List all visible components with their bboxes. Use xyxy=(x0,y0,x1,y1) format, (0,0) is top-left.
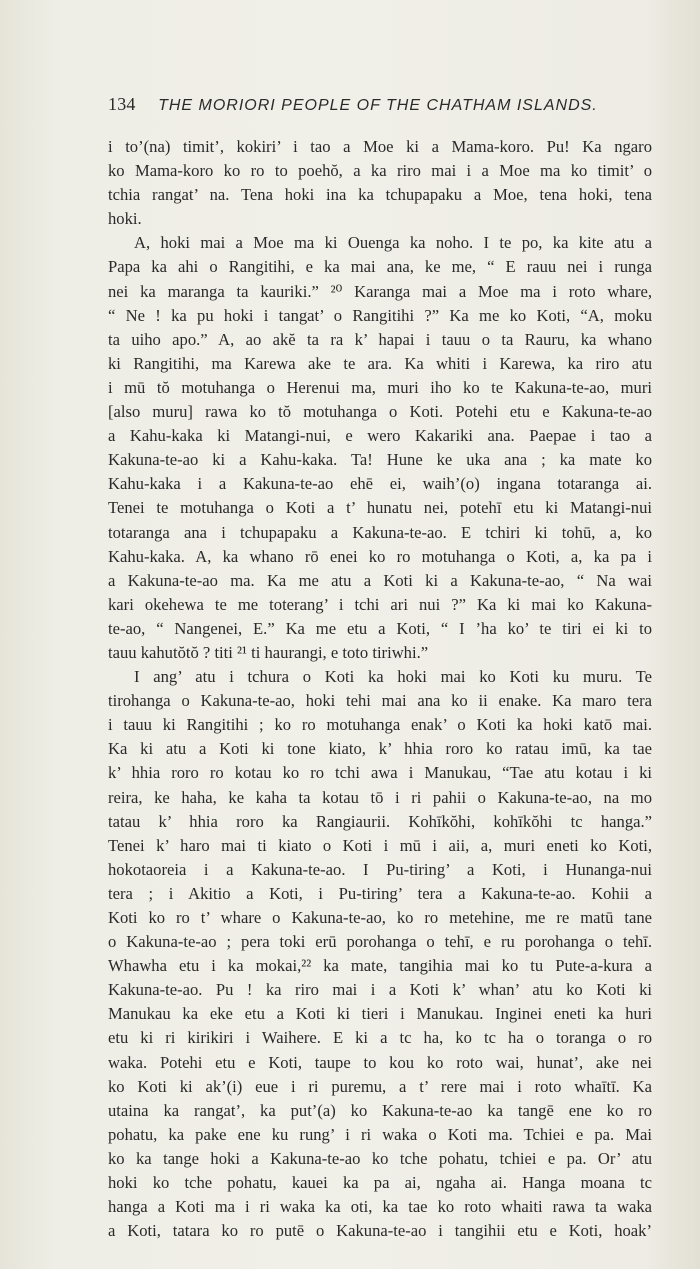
text-line: i to’(na) timit’, kokiri’ i tao a Moe ki a Mama-koro. Pu! Ka ngaro xyxy=(108,137,652,156)
text-line: a Kahu-kaka ki Matangi-nui, e wero Kakariki ana. Paepae i tao a xyxy=(108,426,652,446)
text-line: tatau k’ hhia roro ka Rangiaurii. Kohīkŏhi, kohīkŏhi tc hanga.” xyxy=(108,811,652,831)
text-line: hanga a Koti ma i ri waka ka oti, ka tae ko roto whaiti rawa ta waka xyxy=(108,1197,652,1217)
text-line: Koti ko ro t’ whare o Kakuna-te-ao, ko ro metehine, me re matū tane xyxy=(108,908,652,927)
page-header xyxy=(108,94,598,115)
text-line: “ Ne ! ka pu hoki i tangat’ o Rangitihi ?” Ka me ko Koti, “A, moku xyxy=(108,305,652,325)
text-line: Papa ka ahi o Rangitihi, e ka mai ana, ke me, “ E rauu nei i runga xyxy=(108,257,652,277)
text-line: kari okehewa te me toterang’ i tchi ari nui ?” Ka ki mai ko Kakuna- xyxy=(108,594,652,614)
text-line: k’ hhia roro ro kotau ko ro tchi awa i Manukau, “Tae atu kotau i ki xyxy=(108,763,652,783)
text-line: Kahu-kaka i a Kakuna-te-ao ehē ei, waih’(o) ingana totaranga ai. xyxy=(108,474,652,494)
text-line: a Koti, tatara ko ro putē o Kakuna-te-ao i tangihii etu e Koti, hoak’ xyxy=(108,1221,652,1241)
text-line: i tauu ki Rangitihi ; ko ro motuhanga enak’ o Koti ka hoki katō mai. xyxy=(108,715,652,735)
text-line: hoki. xyxy=(108,209,142,229)
body-text xyxy=(108,135,652,1243)
text-line: hokotaoreia i a Kakuna-te-ao. I Pu-tiring’ a Koti, i Hunanga-nui xyxy=(108,859,652,879)
text-line: tera ; i Akitio a Koti, i Pu-tiring’ tera a Kakuna-te-ao. Kohii a xyxy=(108,883,652,903)
text-line: tauu kahutŏtŏ ? titi ²¹ ti haurangi, e toto tiriwhi.” xyxy=(108,642,429,662)
text-line: Kakuna-te-ao ki a Kahu-kaka. Ta! Hune ke uka ana ; ka mate ko xyxy=(108,450,652,470)
text-line: ta uiho apo.” A, ao akĕ ta ra k’ hapai i tauu o ta Rauru, ka whano xyxy=(108,329,652,349)
text-line: totaranga ana i tchupapaku a Kakuna-te-ao. E tchiri ki tohū, a, ko xyxy=(108,522,652,542)
text-line: nei ka maranga ta kauriki.” ²⁰ Karanga mai a Moe ma i roto whare, xyxy=(108,281,652,301)
text-line: reira, ke haha, ke kaha ta kotau tō i ri pahii o Kakuna-te-ao, na mo xyxy=(108,787,652,807)
text-line: I ang’ atu i tchura o Koti ka hoki mai ko Koti ku muru. Te xyxy=(134,667,652,687)
running-title: THE MORIORI PEOPLE OF THE CHATHAM ISLANDS. xyxy=(158,97,598,114)
text-line: Tenei k’ haro mai ti kiato o Koti i mū i aii, a, muri eneti ko Koti, xyxy=(108,835,652,855)
text-line: ko Mama-koro ko ro to poehŏ, a ka riro mai i a Moe ma ko timit’ o xyxy=(108,161,652,181)
text-line: tirohanga o Kakuna-te-ao, hoki tehi mai ana ko ii enake. Ka maro tera xyxy=(108,691,652,711)
text-line: Kahu-kaka. A, ka whano rō enei ko ro motuhanga o Koti, a, ka pa i xyxy=(108,546,652,566)
page-number: 134 xyxy=(108,94,136,114)
text-line: Ka ki atu a Koti ki tone kiato, k’ hhia roro ko ratau imū, ka tae xyxy=(108,739,652,759)
text-line: waka. Potehi etu e Koti, taupe to kou ko roto wai, hunat’, ake nei xyxy=(108,1052,652,1072)
text-line: ko Koti ki ak’(i) eue i ri puremu, a t’ rere mai i roto whaītī. Ka xyxy=(108,1076,652,1096)
text-line: Manukau ka eke etu a Koti ki tieri i Manukau. Inginei eneti ka huri xyxy=(108,1004,652,1024)
text-line: Kakuna-te-ao. Pu ! ka riro mai i a Koti k’ whan’ atu ko Koti ki xyxy=(108,980,652,1000)
text-line: Whawha etu i ka mokai,²² ka mate, tangihia mai ko tu Pute-a-kura a xyxy=(108,956,652,976)
text-line: etu ki ri kirikiri i Waihere. E ki a tc ha, ko tc ha o toranga o ro xyxy=(108,1028,652,1048)
text-line: te-ao, “ Nangenei, E.” Ka me etu a Koti, “ I ’ha ko’ te tiri ei ki to xyxy=(108,618,652,638)
text-line: i mū tŏ motuhanga o Herenui ma, muri iho ko te Kakuna-te-ao, muri xyxy=(108,377,652,397)
text-line: hoki ko tche pohatu, kauei ka pa ai, ngaha ai. Hanga moana tc xyxy=(108,1173,652,1193)
text-line: pohatu, ka pake ene ku rung’ i ri waka o Koti ma. Tchiei e pa. Mai xyxy=(108,1124,652,1144)
text-line: A, hoki mai a Moe ma ki Ouenga ka noho. I te po, ka kite atu a xyxy=(134,233,652,253)
text-line: tchia rangat’ na. Tena hoki ina ka tchupapaku a Moe, tena hoki, tena xyxy=(108,185,652,205)
text-line: ki Rangitihi, ma Karewa ake te ara. Ka whiti i Karewa, ka riro atu xyxy=(108,353,652,373)
text-line: a Kakuna-te-ao ma. Ka me atu a Koti ki a Kakuna-te-ao, “ Na wai xyxy=(108,570,652,590)
text-line: Tenei te motuhanga o Koti a t’ hunatu nei, potehī etu ki Matangi-nui xyxy=(108,498,652,518)
text-line: ko ka tange hoki a Kakuna-te-ao ko tche pohatu, tchiei e pa. Or’ atu xyxy=(108,1148,652,1168)
text-line: [also muru] rawa ko tŏ motuhanga o Koti. Potehi etu e Kakuna-te-ao xyxy=(108,402,652,422)
text-line: utaina ka rangat’, ka put’(a) ko Kakuna-te-ao ka tangē ene ko ro xyxy=(108,1100,652,1120)
text-line: o Kakuna-te-ao ; pera toki erū porohanga o tehī, e ru porohanga o tehī. xyxy=(108,932,652,952)
